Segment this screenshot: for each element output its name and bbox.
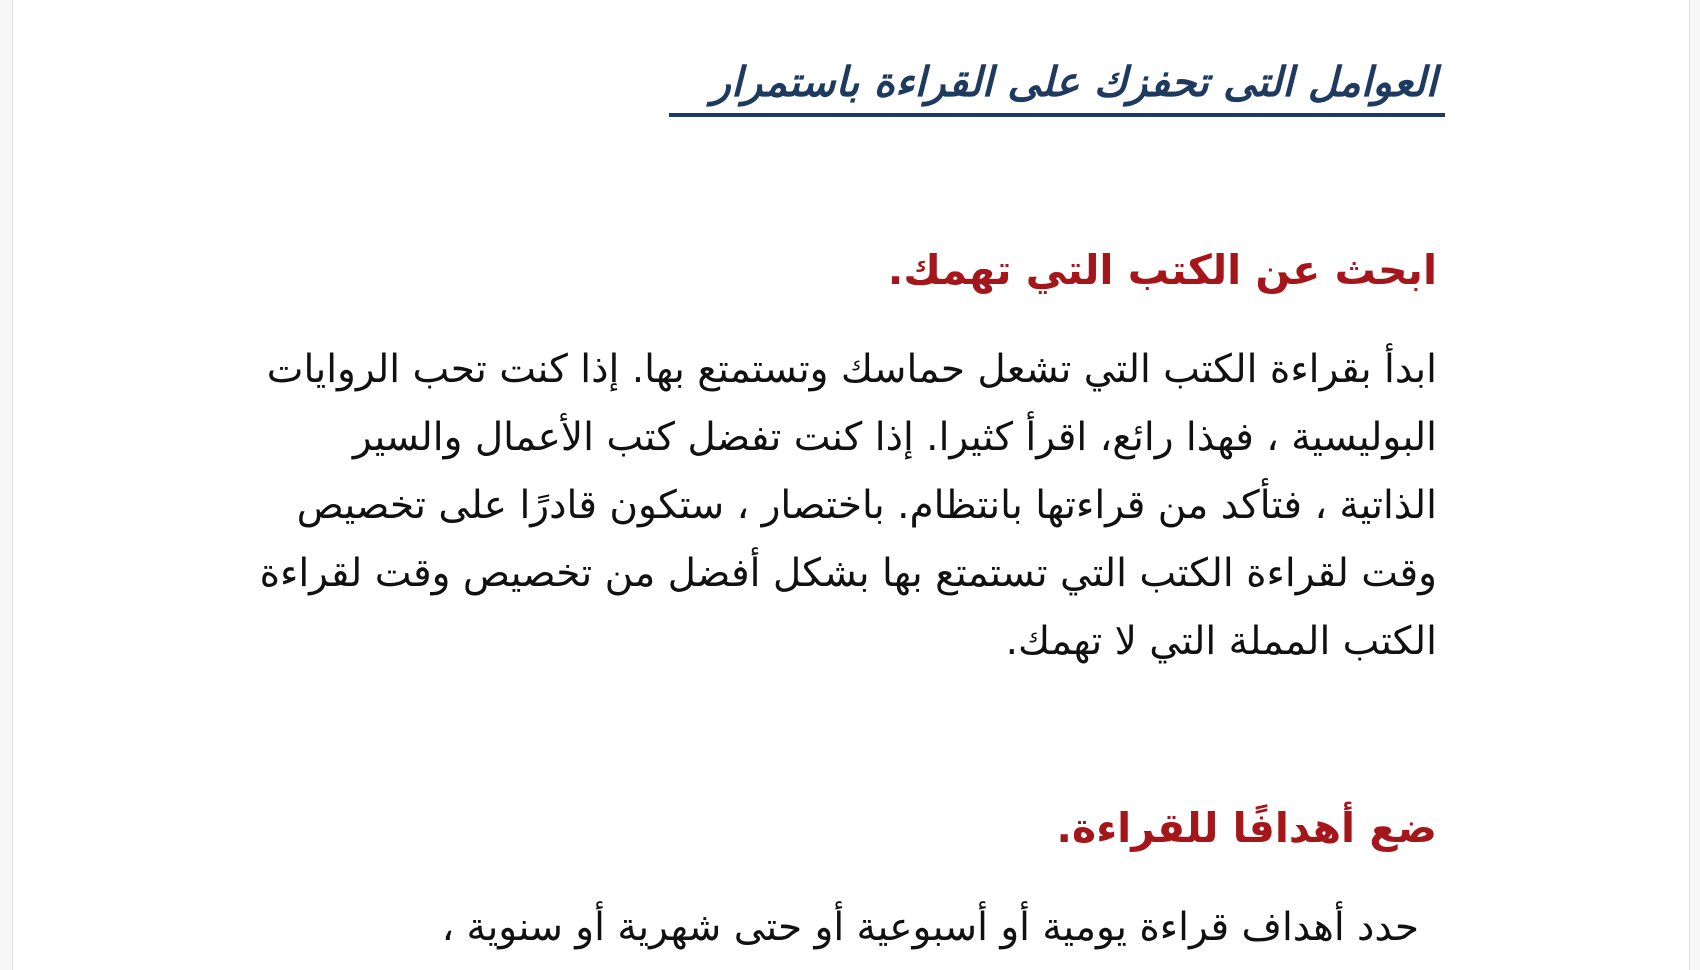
section-paragraph-find-books: ابدأ بقراءة الكتب التي تشعل حماسك وتستمتع بها. إذا كنت تحب الروايات البوليسية ، فهذا رائع، اقرأ كثيرا. إذا كنت تفضل كتب الأعمال والسير الذاتية ، فتأكد من قراءتها بانتظام. باختصار ، ستكون قادرًا على تخصيص وقت لقراءة الكتب التي تستمتع بها بشكل أفضل من تخصيص وقت لقراءة الكتب المملة التي لا تهمك.: [259, 347, 1437, 664]
document-page: [12, 0, 1690, 970]
section-heading-find-books: ابحث عن الكتب التي تهمك.: [887, 246, 1437, 294]
title-underline: [669, 113, 1445, 117]
section-paragraph-reading-goals: حدد أهداف قراءة يومية أو أسبوعية أو حتى شهرية أو سنوية ،: [441, 905, 1419, 950]
section-heading-reading-goals: ضع أهدافًا للقراءة.: [1056, 804, 1437, 852]
document-title: العوامل التى تحفزك على القراءة باستمرار: [711, 58, 1437, 106]
